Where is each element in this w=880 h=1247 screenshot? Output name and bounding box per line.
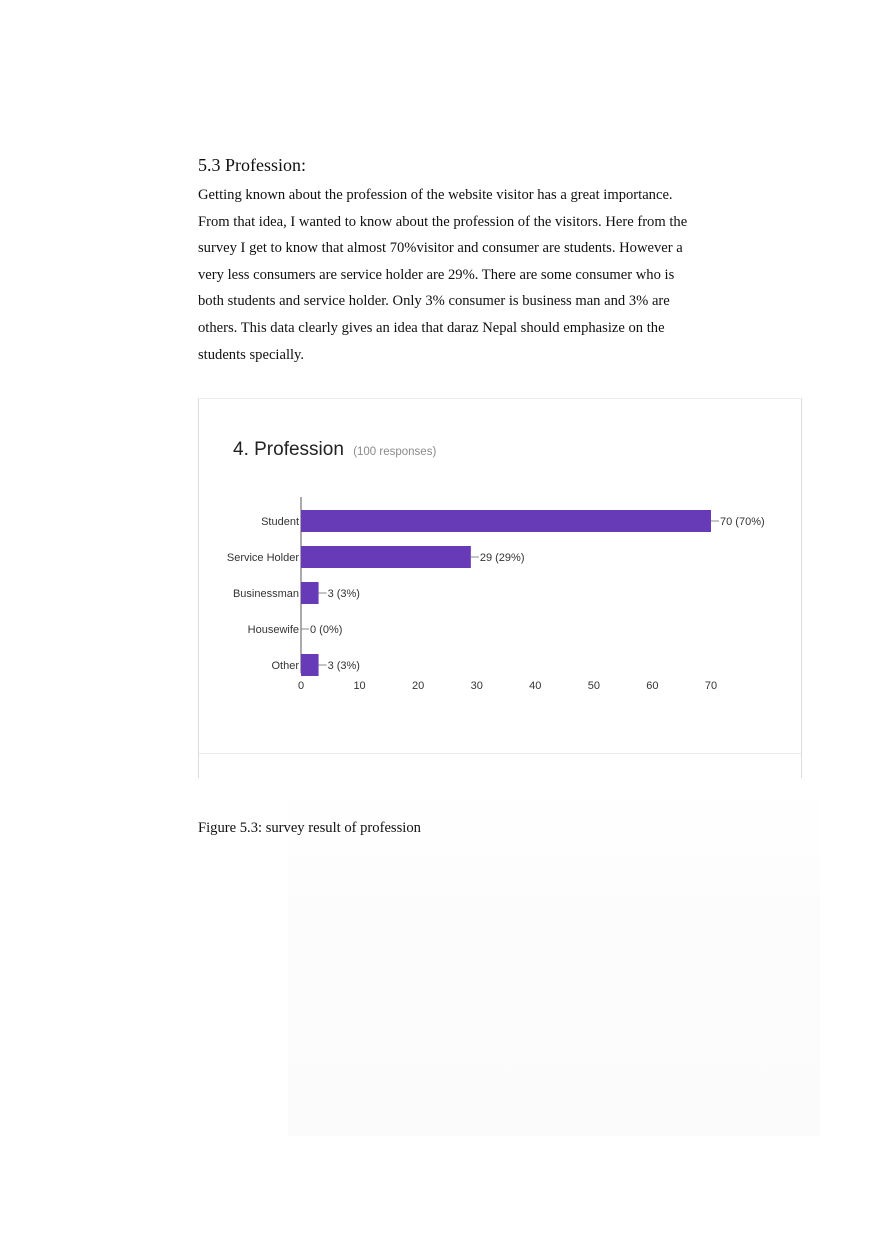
category-label: Student xyxy=(261,516,299,528)
bar-chart xyxy=(199,399,803,779)
data-label: 3 (3%) xyxy=(327,588,360,600)
paragraph-line: very less consumers are service holder are 29%. There are some consumer who is xyxy=(198,266,675,283)
data-label: 29 (29%) xyxy=(479,552,525,564)
category-label: Businessman xyxy=(232,588,299,600)
chart-title-text: 4. Profession xyxy=(233,439,344,460)
bar xyxy=(301,546,471,568)
x-tick-label: 0 xyxy=(297,680,305,692)
chart-divider xyxy=(199,753,801,754)
category-label: Other xyxy=(271,660,299,672)
bar xyxy=(301,582,319,604)
data-label: 70 (70%) xyxy=(720,516,765,528)
x-tick-label: 50 xyxy=(587,680,600,692)
paragraph-line: students specially. xyxy=(198,346,305,363)
chart-response-count: (100 responses) xyxy=(353,446,437,458)
category-label: Housewife xyxy=(247,624,299,636)
x-tick-label: 30 xyxy=(470,680,483,692)
section-paragraph xyxy=(198,182,728,368)
section-heading: 5.3 Profession: xyxy=(198,155,306,175)
x-tick-label: 60 xyxy=(646,680,659,692)
category-label: Service Holder xyxy=(226,552,299,564)
paragraph-line: From that idea, I wanted to know about the profession of the visitors. Here from the xyxy=(198,213,688,230)
paragraph-line: Getting known about the profession of the website visitor has a great importance. xyxy=(198,187,673,203)
bar xyxy=(301,654,319,676)
chart-figure xyxy=(198,398,802,778)
x-tick-label: 40 xyxy=(529,680,542,692)
paragraph-line: others. This data clearly gives an idea that daraz Nepal should emphasize on the xyxy=(198,319,665,336)
figure-caption: Figure 5.3: survey result of profession xyxy=(198,820,421,836)
bar xyxy=(301,510,711,532)
paragraph-line: survey I get to know that almost 70%visitor and consumer are students. However a xyxy=(198,240,683,257)
data-label: 0 (0%) xyxy=(310,624,343,636)
x-tick-label: 70 xyxy=(704,680,718,692)
x-tick-label: 20 xyxy=(412,680,425,692)
x-tick-label: 10 xyxy=(353,680,366,692)
paragraph-line: both students and service holder. Only 3% consumer is business man and 3% are xyxy=(198,293,670,310)
data-label: 3 (3%) xyxy=(327,660,360,672)
